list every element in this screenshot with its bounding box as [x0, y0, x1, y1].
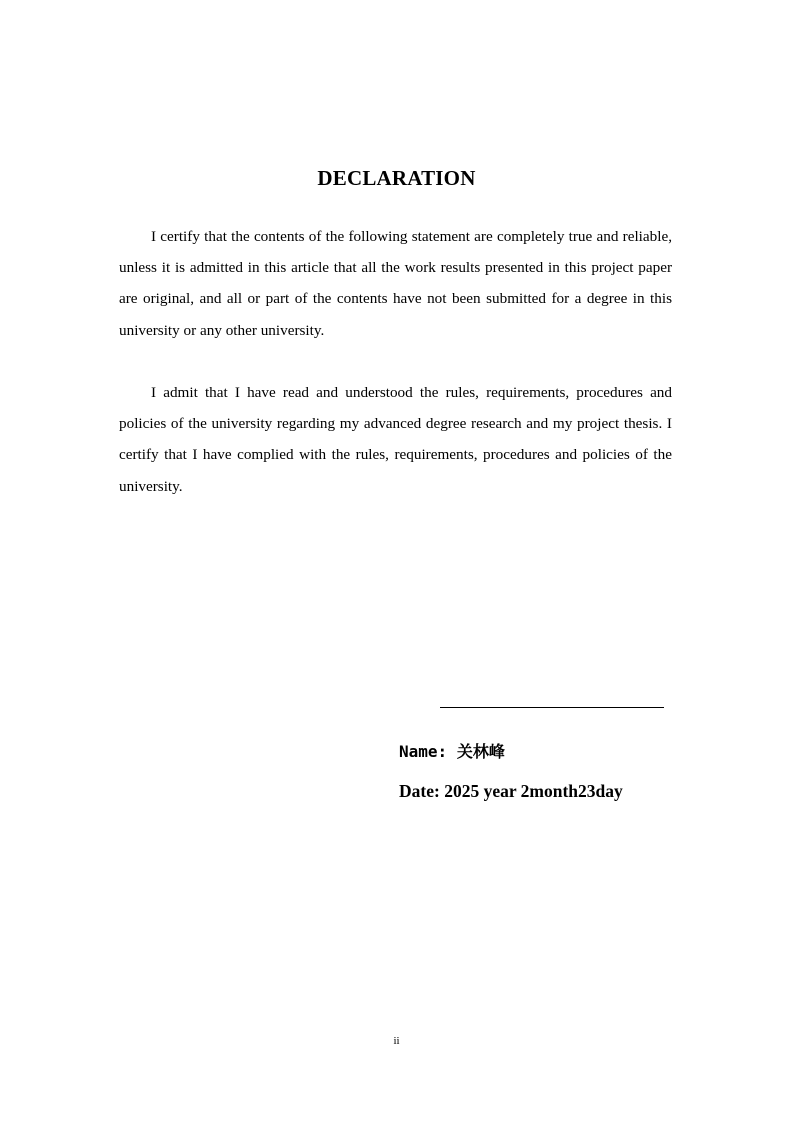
signature-line	[440, 707, 664, 708]
name-row	[399, 739, 505, 762]
date-label: Date:	[399, 781, 440, 801]
certification-paragraph: I certify that the contents of the following statement are completely true and reliable, unless it is admitted in this article that all the work results presented in this project paper are original, and all or part of the contents have not been submitted for a degree in this university or any other university.	[119, 228, 672, 339]
name-label: Name:	[399, 742, 448, 761]
page-number: ii	[393, 1035, 400, 1047]
compliance-paragraph: I admit that I have read and understood the rules, requirements, procedures and policies of the university regarding my advanced degree research and my project thesis. I certify that I have complied with the rules, requirements, procedures and policies of the university.	[119, 384, 672, 495]
date-row	[399, 781, 623, 802]
name-value: 关林峰	[456, 742, 505, 761]
date-value: 2025 year 2month23day	[444, 781, 623, 801]
page-title: DECLARATION	[317, 166, 476, 190]
